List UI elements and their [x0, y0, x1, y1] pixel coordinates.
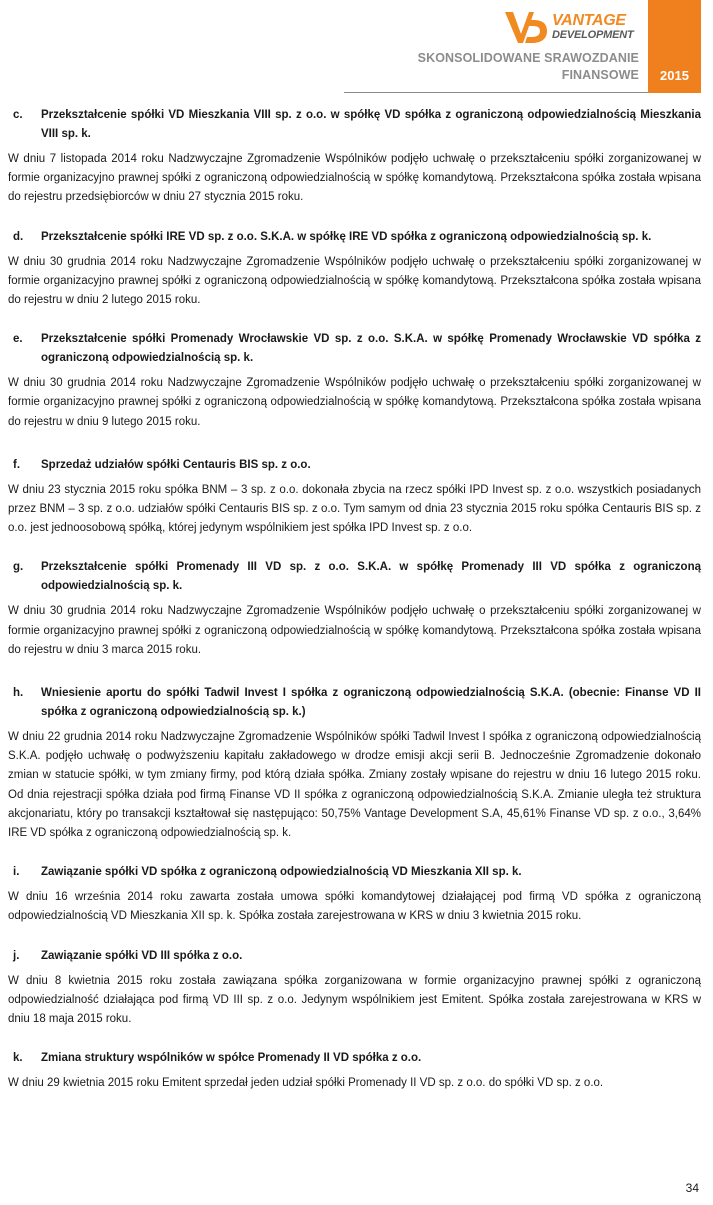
section-heading [8, 456, 701, 475]
section-heading [8, 330, 701, 368]
section-heading [8, 558, 701, 596]
section-heading [8, 228, 701, 247]
section-heading [8, 106, 701, 144]
section-heading-text: Zmiana struktury wspólników w spółce Promenady II VD spółka z o.o. [41, 1052, 422, 1065]
section-letter: f. [13, 458, 21, 471]
section-h [8, 684, 701, 843]
section-paragraph: W dniu 30 grudnia 2014 roku Nadzwyczajne Zgromadzenie Wspólników podjęło uchwałę o przekształceniu spółki zorganizowanej w formie organizacyjno prawnej spółki z ograniczoną odpowiedzialnością w spółkę komandytową. Przekształcona spółka została wpisana do rejestru w dniu 2 lutego 2015 roku. [8, 255, 701, 307]
section-heading [8, 863, 701, 882]
section-heading-text: Przekształcenie spółki IRE VD sp. z o.o. S.K.A. w spółkę IRE VD spółka z ograniczoną odpowiedzialnością sp. k. [41, 230, 652, 243]
section-c [8, 106, 701, 208]
section-letter: d. [13, 230, 24, 243]
section-j [8, 947, 701, 1030]
vd-logo-icon [503, 10, 547, 46]
section-paragraph: W dniu 29 kwietnia 2015 roku Emitent sprzedał jeden udział spółki Promenady II VD sp. z o.o. do spółki VD sp. z o.o. [8, 1077, 604, 1090]
page-header [0, 0, 713, 95]
section-heading [8, 1049, 701, 1068]
logo-subtitle: DEVELOPMENT [552, 29, 634, 41]
section-k [8, 1049, 701, 1093]
report-title-line1: SKONSOLIDOWANE SRAWOZDANIE [417, 51, 639, 65]
year-text: 2015 [660, 68, 689, 83]
vantage-logo [503, 10, 643, 46]
section-heading-text: Zawiązanie spółki VD III spółka z o.o. [41, 949, 243, 962]
logo-wordmark: VANTAGE [552, 12, 626, 29]
section-paragraph: W dniu 30 grudnia 2014 roku Nadzwyczajne Zgromadzenie Wspólników podjęło uchwałę o przekształceniu spółki zorganizowanej w formie organizacyjno prawnej spółki z ograniczoną odpowiedzialnością w spółkę komandytową. Przekształcona spółka została wpisana do rejestru w dniu 3 marca 2015 roku. [8, 605, 701, 656]
section-letter: k. [13, 1052, 23, 1065]
report-title [339, 50, 639, 84]
year-badge [648, 0, 701, 93]
section-heading-text: Przekształcenie spółki VD Mieszkania VIII sp. z o.o. w spółkę VD spółka z ograniczoną odpowiedzialnością Mieszkania VIII sp. k. [41, 109, 701, 140]
section-paragraph: W dniu 16 września 2014 roku zawarta została umowa spółki komandytowej działającej pod firmą VD spółka z ograniczoną odpowiedzialnością VD Mieszkania XII sp. k. Spółka została zarejestrowana w KRS w dniu 3 kwietnia 2015 roku. [8, 891, 701, 923]
section-heading-text: Przekształcenie spółki Promenady Wrocławskie VD sp. z o.o. S.K.A. w spółkę Promenady Wrocławskie VD spółka z ograniczoną odpowiedzialnością sp. k. [41, 333, 701, 365]
section-paragraph: W dniu 23 stycznia 2015 roku spółka BNM – 3 sp. z o.o. dokonała zbycia na rzecz spółki IPD Invest sp. z o.o. wszystkich posiadanych przez BNM – 3 sp. z o.o. udziałów spółki Centauris BIS sp. z o.o. Tym samym od dnia 23 stycznia 2015 roku spółka Centauris BIS sp. z o.o. jest jednoosobową spółką, której jedynym wspólnikiem jest spółka IPD Invest sp. z o.o. [8, 483, 701, 535]
section-letter: h. [13, 687, 24, 700]
section-i [8, 863, 701, 926]
document-body [8, 106, 701, 1113]
section-f [8, 456, 701, 539]
section-heading-text: Zawiązanie spółki VD spółka z ograniczoną odpowiedzialnością VD Mieszkania XII sp. k. [41, 866, 522, 879]
section-letter: g. [13, 561, 24, 574]
section-letter: c. [13, 109, 23, 121]
section-letter: i. [13, 866, 20, 879]
section-g [8, 558, 701, 660]
section-letter: j. [13, 949, 20, 962]
section-e [8, 330, 701, 432]
report-title-line2: FINANSOWE [561, 68, 639, 82]
section-heading [8, 684, 701, 722]
header-divider [344, 92, 649, 93]
section-heading-text: Sprzedaż udziałów spółki Centauris BIS sp. z o.o. [41, 458, 311, 471]
section-paragraph: W dniu 8 kwietnia 2015 roku została zawiązana spółka zorganizowana w formie organizacyjno prawnej spółki z ograniczoną odpowiedzialność działająca pod firmą VD III sp. z o.o. Jedynym wspólnikiem jest Emitent. Spółka została zarejestrowana w KRS w dniu 18 maja 2015 roku. [8, 974, 701, 1026]
section-paragraph: W dniu 7 listopada 2014 roku Nadzwyczajne Zgromadzenie Wspólników podjęło uchwałę o przekształceniu spółki zorganizowanej w formie organizacyjno prawnej spółki z ograniczoną odpowiedzialnością w spółkę komandytową. Przekształcona spółka została wpisana do rejestru przedsiębiorców w dniu 27 stycznia 2015 roku. [8, 153, 701, 204]
section-d [8, 228, 701, 311]
page-number: 34 [685, 1181, 699, 1195]
section-heading [8, 947, 701, 966]
section-heading-text: Wniesienie aportu do spółki Tadwil Invest I spółka z ograniczoną odpowiedzialnością S.K.A. (obecnie: Finanse VD II spółka z ograniczoną odpowiedzialnością sp. k.) [41, 687, 701, 719]
section-letter: e. [13, 333, 23, 346]
section-paragraph: W dniu 30 grudnia 2014 roku Nadzwyczajne Zgromadzenie Wspólników podjęło uchwałę o przekształceniu spółki zorganizowanej w formie organizacyjno prawnej spółki z ograniczoną odpowiedzialnością w spółkę komandytową. Przekształcona spółka została wpisana do rejestru w dniu 9 lutego 2015 roku. [8, 377, 701, 428]
section-heading-text: Przekształcenie spółki Promenady III VD sp. z o.o. S.K.A. w spółkę Promenady III VD spółka z ograniczoną odpowiedzialnością sp. k. [41, 561, 701, 593]
section-paragraph: W dniu 22 grudnia 2014 roku Nadzwyczajne Zgromadzenie Wspólników spółki Tadwil Invest I spółka z ograniczoną odpowiedzialnością S.K.A. podjęło uchwałę o podwyższeniu kapitału zakładowego w drodze emisji akcji serii B. Jednocześnie Zgromadzenie dokonało zmian w statucie spółki, w tym zmiany firmy, pod którą działa spółka. Zmiany zostały wpisane do rejestru w dniu 16 lutego 2015 roku. Od dnia rejestracji spółka działa pod firmą Finanse VD II spółka z ograniczoną odpowiedzialnością S.K.A. Zmianie uległa też struktura akcjonariatu, który po transakcji kształtował się następująco: 50,75% Vantage Development S.A, 45,61% Finanse VD sp. z o.o., 3,64% IRE VD spółka z ograniczoną odpowiedzialnością sp. k. [8, 731, 701, 840]
